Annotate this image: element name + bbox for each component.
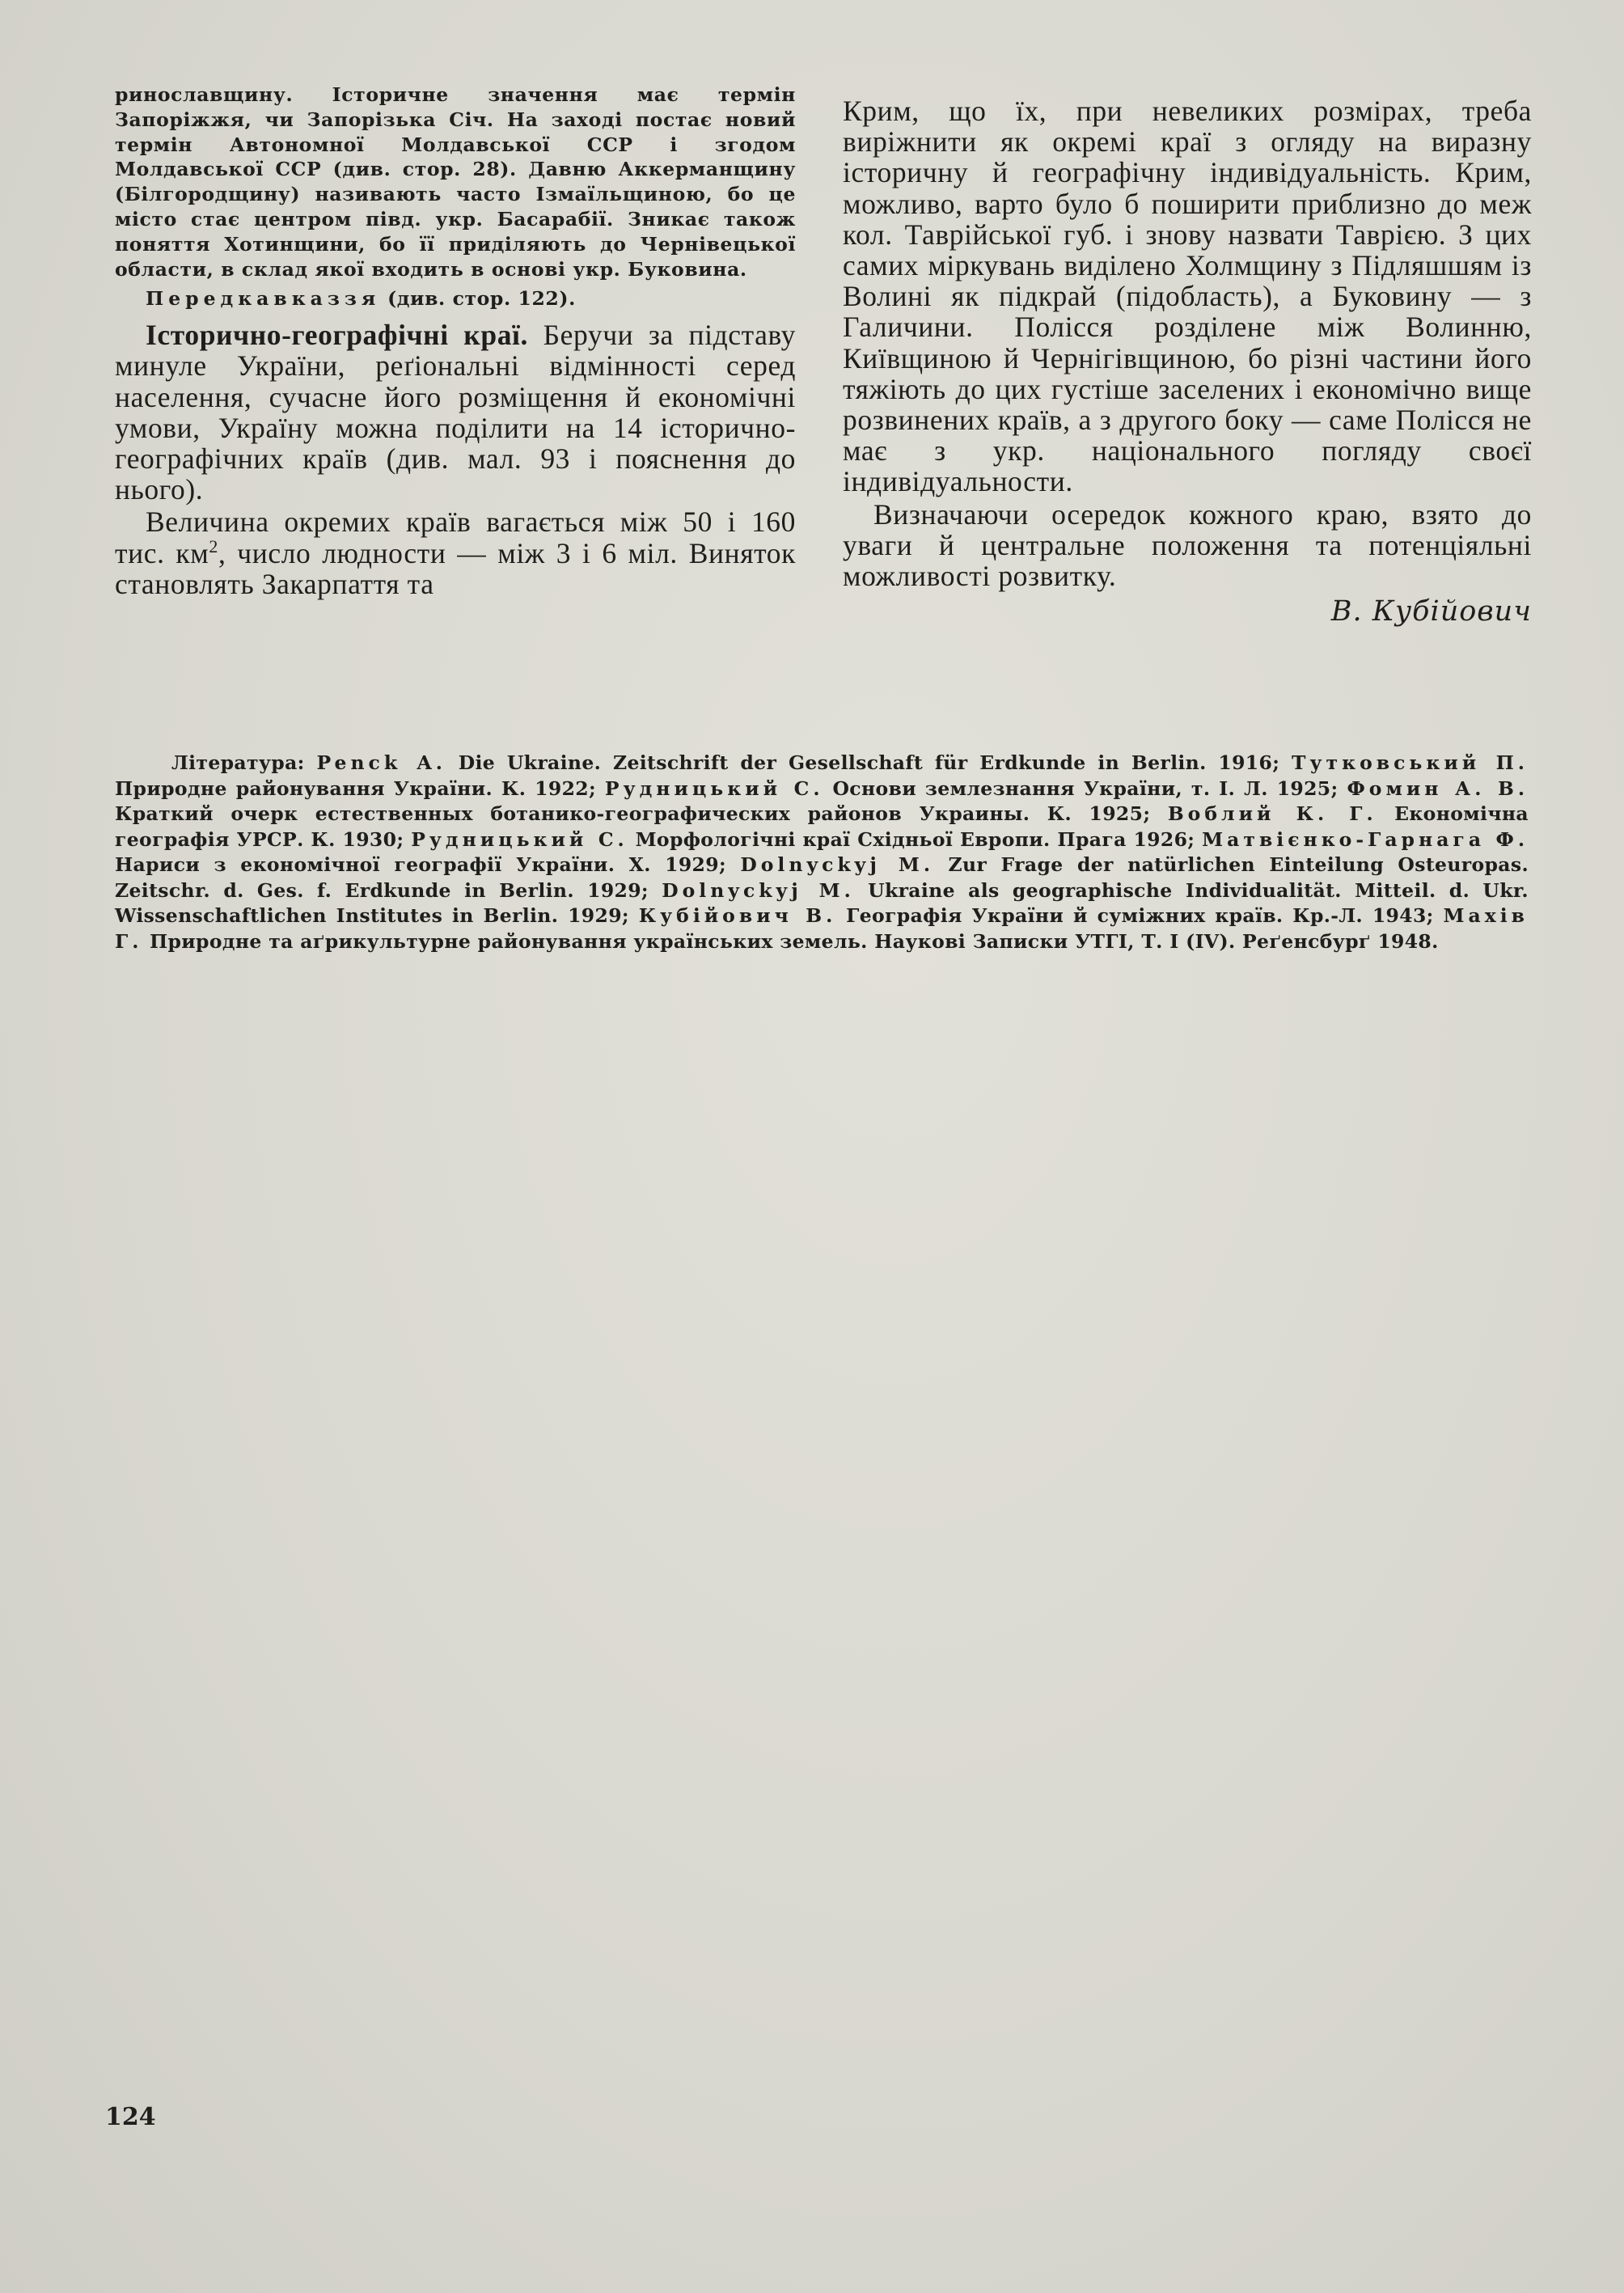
bibliography-entry-text: Економічна географія УРСР. К. 1930; [115,802,1529,851]
section-heading: Історично-географічні краї. [146,319,528,352]
paragraph-crimea: Крим, що їх, при невеликих розмірах, треба виріжнити як окремі краї з огляду на виразну історичну й географічну індивідуальність. Крим, можливо, варто було б поширити приблизно до меж кол. Таврійської губ. і знову назвати Таврією. З цих самих міркувань виділено Холмщину з Підляшшям із Волині як підкрай (підобласть), а Буковину — з Галичини. Полісся розділене між Волинню, Київщиною й Чернігівщиною, бо різні частини його тяжіють до цих густіше заселених і економічно вище розвинених країв, а з другого боку — саме Полісся не має з укр. національного погляду своєї індивідуальности. [843,95,1532,498]
bibliography-author: Воблий К. Г. [1167,802,1377,825]
bibliography [115,751,1529,954]
paragraph-region-centers: Визначаючи осередок кожного краю, взято до уваги й центральне положення та потенціяльні можливості розвитку. [843,497,1532,593]
bibliography-author: Рудницький С. [604,776,824,800]
section-text: Беручи за підставу минуле України, реґіональні відмінності серед населення, сучасне його розміщення й економічні умови, Україну можна поділити на 14 історично-географічних країв (див. мал. 93 і пояснення до нього). [115,319,796,506]
bibliography-entry-text: Нариси з економічної географії України. Х. 1929; [115,853,741,876]
bibliography-author: Penck A. [316,751,446,774]
bibliography-author: Рудницький С. [411,827,628,851]
bibliography-author: Dolnyckyj M. [740,853,935,876]
bibliography-entry-text: Краткий очерк естественных ботанико-географических районов Украины. К. 1925; [115,802,1168,825]
paragraph-regions-continued: риноcлавщину. Історичне значення має термін Запоріжжя, чи Запорізька Січ. На заході постає новий термін Автономної Молдавської ССР і згодом Молдавської ССР (див. стор. 28). Давню Аккерманщину (Білгородщину) називають часто Ізмаїльщиною, бо це місто стає центром півд. укр. Басарабії. Зникає також поняття Хотинщини, бо її приділяють до Чернівецької области, в склад якої входить в основі укр. Буковина. [115,83,796,281]
bibliography-author: Матвієнко-Гарнага Ф. [1202,827,1529,851]
term-caucasus: Передкавказзя [146,287,381,311]
bibliography-entry-text: Географія України й суміжних країв. Кр.-Л. 1943; [836,904,1444,927]
paragraph-historical-regions [115,319,796,505]
bibliography-entry-text: Zur Frage der natürlichen Einteilung Osteuropas. Zeitschr. d. Ges. f. Erdkunde in Berlin. 1929; [115,853,1529,902]
region-size-text-b: , число людности — між 3 і 6 міл. Виняток становлять Закарпаття та [115,536,796,600]
bibliography-label: Література: [171,751,317,774]
bibliography-author: Dolnyckyj M. [662,878,855,902]
bibliography-entry-text: Ukraine als geographische Individualität. Mitteil. d. Ukr. Wissenschaftlichen Institutes in Berlin. 1929; [115,878,1529,927]
bibliography-entry-text: Основи землезнання України, т. І. Л. 1925; [823,776,1347,800]
author-signature: В. Кубійович [1330,595,1532,628]
right-column [843,95,1532,630]
caucasus-reference: (див. стор. 122). [380,287,576,311]
bibliography-entry-text: Природне та аґрикультурне районування українських земель. Наукові Записки УТГІ, Т. І (IV). Реґенсбурґ 1948. [142,929,1439,953]
page-number: 124 [105,2103,156,2131]
superscript-2: 2 [209,535,218,556]
paragraph-region-size [115,506,796,599]
bibliography-entry-text: Морфологічні краї Східньої Европи. Прага 1926; [628,827,1203,851]
bibliography-author: Фомин А. В. [1347,776,1529,800]
bibliography-entry-text: Die Ukraine. Zeitschrift der Gesellschaft für Erdkunde in Berlin. 1916; [446,751,1292,774]
bibliography-author: Махів Г. [115,904,1529,953]
left-column [115,82,796,599]
bibliography-author: Тутковський П. [1292,751,1529,774]
paragraph-caucasus [115,286,796,311]
bibliography-entry-text: Природне районування України. К. 1922; [115,776,605,800]
region-size-text-a: Величина окремих країв вагається між 50 і 160 тис. км [115,506,796,569]
bibliography-author: Кубійович В. [638,904,837,927]
